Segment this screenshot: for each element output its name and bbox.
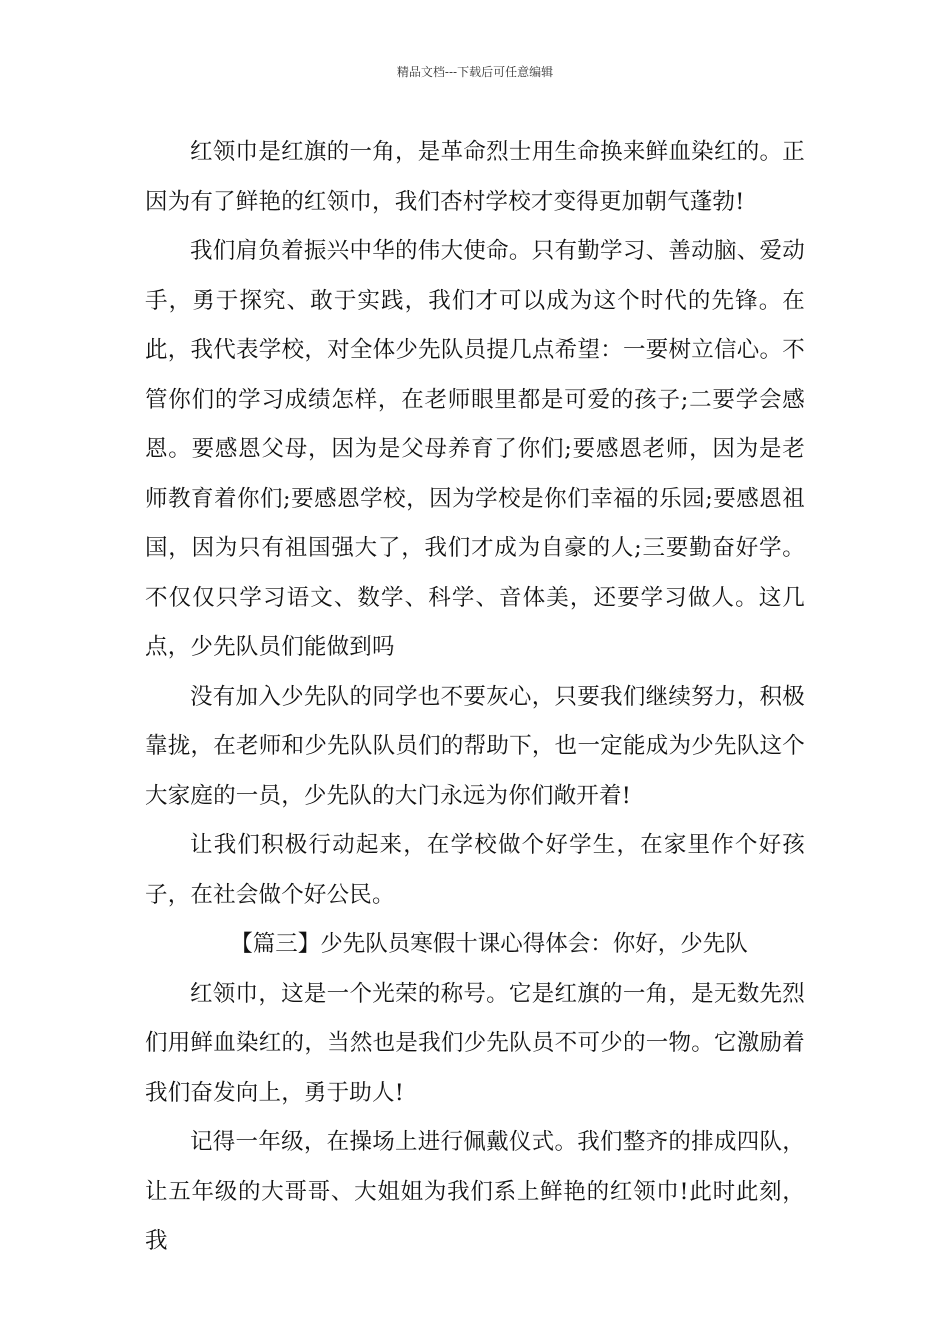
- document-body: [145, 128, 805, 1267]
- paragraph: 我们肩负着振兴中华的伟大使命。只有勤学习、善动脑、爱动手，勇于探究、敢于实践，我们才可以成为这个时代的先锋。在此，我代表学校，对全体少先队员提几点希望：一要树立信心。不管你们的学习成绩怎样，在老师眼里都是可爱的孩子;二要学会感恩。要感恩父母，因为是父母养育了你们;要感恩老师，因为是老师教育着你们;要感恩学校，因为学校是你们幸福的乐园;要感恩祖国，因为只有祖国强大了，我们才成为自豪的人;三要勤奋好学。不仅仅只学习语文、数学、科学、音体美，还要学习做人。这几点，少先队员们能做到吗: [145, 238, 805, 660]
- paragraph: 记得一年级，在操场上进行佩戴仪式。我们整齐的排成四队，让五年级的大哥哥、大姐姐为我们系上鲜艳的红领巾!此时此刻，我: [145, 1129, 805, 1254]
- section-heading: 【篇三】少先队员寒假十课心得体会：你好，少先队: [230, 931, 748, 957]
- paragraph: 红领巾是红旗的一角，是革命烈士用生命换来鲜血染红的。正因为有了鲜艳的红领巾，我们杏村学校才变得更加朝气蓬勃!: [145, 139, 805, 215]
- page-header: 精品文档---下载后可任意编辑: [396, 65, 554, 79]
- paragraph: 让我们积极行动起来，在学校做个好学生，在家里作个好孩子，在社会做个好公民。: [145, 832, 805, 908]
- paragraph: 红领巾，这是一个光荣的称号。它是红旗的一角，是无数先烈们用鲜血染红的，当然也是我们少先队员不可少的一物。它激励着我们奋发向上，勇于助人!: [145, 980, 805, 1106]
- paragraph: 没有加入少先队的同学也不要灰心，只要我们继续努力，积极靠拢，在老师和少先队队员们的帮助下，也一定能成为少先队这个大家庭的一员，少先队的大门永远为你们敞开着!: [145, 683, 805, 809]
